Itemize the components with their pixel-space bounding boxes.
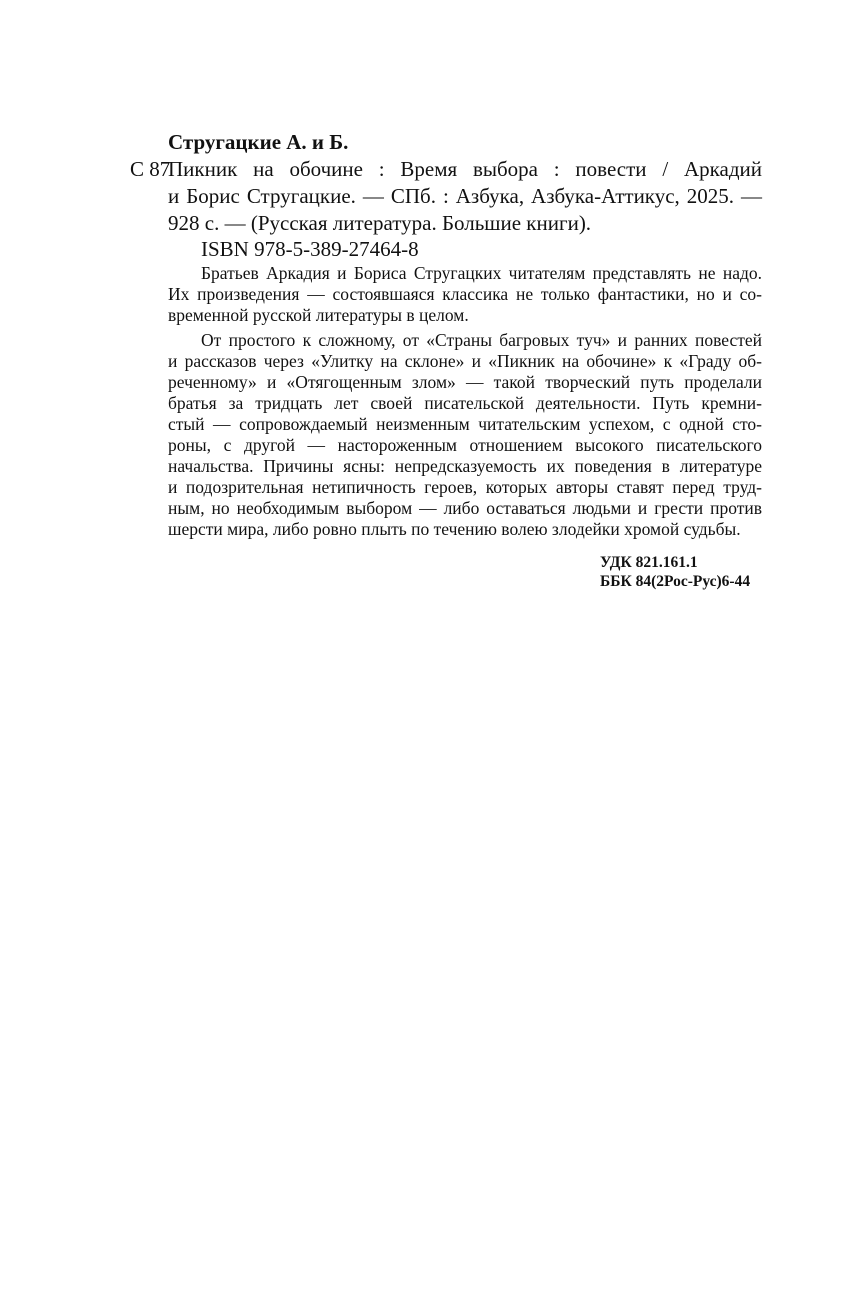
author-heading: Стругацкие А. и Б. xyxy=(168,130,349,154)
annotation-line: и подозрительная нетипичность героев, которых авторы ставят перед труд- xyxy=(168,477,762,497)
bibliographic-description xyxy=(168,156,762,237)
call-code: С 87 xyxy=(130,157,171,181)
annotation-paragraph xyxy=(168,330,762,540)
annotation-line: начальства. Причины ясны: непредсказуемость их поведения в литературе xyxy=(168,456,762,476)
annotation-line: От простого к сложному, от «Страны багровых туч» и ранних повестей xyxy=(201,330,762,350)
annotation-line: Братьев Аркадия и Бориса Стругацких читателям представлять не надо. xyxy=(201,263,762,283)
annotation-line: ным, но необходимым выбором — либо оставаться людьми и грести против xyxy=(168,498,762,518)
annotation xyxy=(168,263,762,540)
annotation-line: стый — сопровождаемый неизменным читательским успехом, с одной сто- xyxy=(168,414,762,434)
isbn: ISBN 978-5-389-27464-8 xyxy=(201,237,419,261)
udk-code: УДК 821.161.1 xyxy=(600,554,698,571)
annotation-line: роны, с другой — настороженным отношением высокого писательского xyxy=(168,435,762,455)
bibliographic-line: Пикник на обочине : Время выбора : повести / Аркадий xyxy=(168,157,762,181)
classification-codes xyxy=(600,553,762,591)
annotation-line: шерсти мира, либо ровно плыть по течению волею злодейки хромой судьбы. xyxy=(168,519,741,539)
annotation-line: Их произведения — состоявшаяся классика не только фантастики, но и со- xyxy=(168,284,762,304)
bibliographic-line: и Борис Стругацкие. — СПб. : Азбука, Азбука-Аттикус, 2025. — xyxy=(168,184,762,208)
annotation-line: братья за тридцать лет своей писательской деятельности. Путь кремни- xyxy=(168,393,762,413)
bbk-code: ББК 84(2Рос-Рус)6-44 xyxy=(600,573,751,590)
annotation-line: реченному» и «Отягощенным злом» — такой творческий путь проделали xyxy=(168,372,762,392)
annotation-line: временной русской литературы в целом. xyxy=(168,305,469,325)
bibliographic-line: 928 с. — (Русская литература. Большие книги). xyxy=(168,211,592,235)
annotation-line: и рассказов через «Улитку на склоне» и «Пикник на обочине» к «Граду об- xyxy=(168,351,762,371)
annotation-paragraph xyxy=(168,263,762,326)
